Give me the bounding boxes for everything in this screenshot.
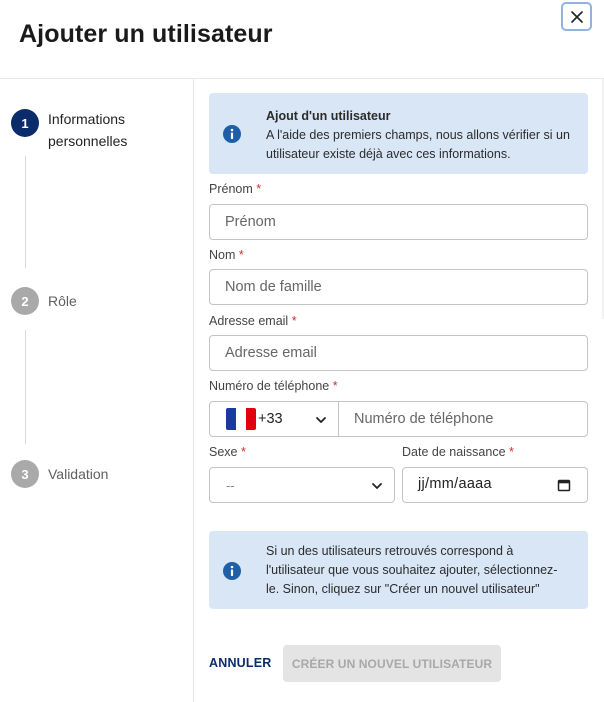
birth-date-input[interactable] xyxy=(402,467,588,503)
dialog-title: Ajouter un utilisateur xyxy=(19,20,273,48)
last-name-input[interactable] xyxy=(209,269,588,305)
info-message: Si un des utilisateurs retrouvés correspond à l'utilisateur que vous souhaitez ajouter, sélectionnez-le. Sinon, cliquez sur "Créer un nouvel utilisateur" xyxy=(266,544,558,596)
birth-date-label: Date de naissance * xyxy=(402,445,514,459)
email-input[interactable] xyxy=(209,335,588,371)
chevron-down-icon xyxy=(314,413,328,427)
first-name-label: Prénom * xyxy=(209,182,262,196)
step-number: 2 xyxy=(11,287,39,315)
birth-date-value: jj/mm/aaaa xyxy=(418,476,492,492)
sex-label: Sexe * xyxy=(209,445,246,459)
first-name-input[interactable] xyxy=(209,204,588,240)
stepper-divider xyxy=(193,79,194,702)
france-flag-icon xyxy=(226,408,256,430)
step-validation xyxy=(11,460,108,488)
close-button[interactable] xyxy=(561,2,592,31)
phone-input[interactable] xyxy=(338,401,588,437)
step-number: 1 xyxy=(11,109,39,137)
create-user-button[interactable]: CRÉER UN NOUVEL UTILISATEUR xyxy=(283,645,501,682)
info-icon xyxy=(223,562,241,580)
country-code-select[interactable] xyxy=(209,401,339,437)
info-banner-top xyxy=(209,93,588,174)
info-icon xyxy=(223,125,241,143)
phone-label: Numéro de téléphone * xyxy=(209,379,338,393)
cancel-button[interactable]: ANNULER xyxy=(209,656,272,670)
email-label: Adresse email * xyxy=(209,314,297,328)
last-name-label: Nom * xyxy=(209,248,244,262)
close-icon xyxy=(571,11,583,23)
sex-select[interactable] xyxy=(209,467,395,503)
step-informations xyxy=(11,108,148,152)
step-connector xyxy=(25,330,26,444)
header-divider xyxy=(0,78,604,79)
step-role xyxy=(11,287,77,315)
step-number: 3 xyxy=(11,460,39,488)
step-connector xyxy=(25,156,26,268)
step-label: Rôle xyxy=(48,293,77,309)
step-label: Informations personnelles xyxy=(48,111,128,149)
step-label: Validation xyxy=(48,466,109,482)
info-title: Ajout d'un utilisateur xyxy=(266,109,391,123)
sex-value: -- xyxy=(226,478,235,493)
info-banner-bottom xyxy=(209,531,588,609)
calendar-icon[interactable] xyxy=(557,478,571,492)
info-message: A l'aide des premiers champs, nous allons vérifier si un utilisateur existe déjà avec ces informations. xyxy=(266,128,570,161)
country-code: +33 xyxy=(258,411,283,427)
chevron-down-icon xyxy=(370,479,384,493)
